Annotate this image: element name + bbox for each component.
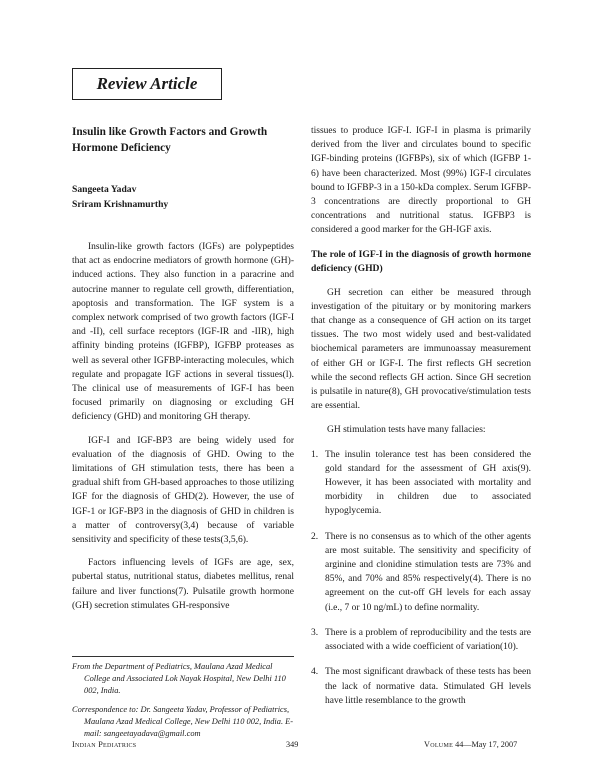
body-paragraph: Insulin-like growth factors (IGFs) are polypeptides that act as endocrine mediators of growth hormone (GH)-induced actions. They also function in a paracrine and autocrine manner to regulate cell growth, differentiation, apoptosis and transformation. The IGF system is a complex network comprised of two growth factors (IGF-I and -II), cell surface receptors (IGF-IR and -IIR), high affinity binding proteins (IGFBP), IGFBP proteases as well as several other IGFBP-interacting molecules, which regulate and propagate IGF actions in several tissues(l). The clinical use of measurements of IGF-I has been focused primarily on diagnosing or excluding GH deficiency (GHD) and monitoring GH therapy. bbox=[72, 242, 294, 423]
author-list bbox=[72, 182, 294, 212]
article-type-box bbox=[72, 68, 222, 100]
right-column-body bbox=[311, 124, 531, 708]
body-paragraph: GH stimulation tests have many fallacies: bbox=[327, 425, 486, 436]
list-item bbox=[311, 448, 531, 519]
footnote-divider bbox=[72, 656, 294, 657]
body-paragraph: IGF-I and IGF-BP3 are being widely used for evaluation of the diagnosis of GHD. Owing to the limitations of GH stimulation tests, there has been a gradual shift from GH-based approaches to those utilizing IGF for the diagnosis of GHD(2). However, the use of IGF-1 or IGF-BP3 in the diagnosis of GHD in children is a matter of controversy(3,4) because of variable sensitivity and specificity of these tests(3,5,6). bbox=[72, 435, 294, 546]
journal-name: Indian Pediatrics bbox=[72, 740, 137, 749]
list-item bbox=[311, 530, 531, 615]
affiliation-note: From the Department of Pediatrics, Maulana Azad Medical College and Associated Lok Nayak Hospital, New Delhi 110 002, India. bbox=[72, 662, 286, 695]
body-paragraph: tissues to produce IGF-I. IGF-I in plasma is primarily derived from the liver and circulates bound to specific IGF-binding proteins (IGFBPs), six of which (IGFBP 1-6) have been characterized. Most (99%) IGF-I circulates bound to IGFBP-3 in a 150-kDa complex. Serum IGFBP-3 concentrations are directly proportional to GH concentrations and nutritional status. IGFBP3 is considered a good marker for the GH-IGF axis. bbox=[311, 126, 531, 236]
list-item bbox=[311, 626, 531, 654]
list-item bbox=[311, 665, 531, 708]
left-column-body bbox=[72, 240, 294, 613]
correspondence-note: Correspondence to: Dr. Sangeeta Yadav, Professor of Pediatrics, Maulana Azad Medical College, New Delhi 110 002, India. E-mail: sangeetayadava@gmail.com bbox=[72, 705, 294, 738]
list-item-number: 2. bbox=[311, 531, 319, 542]
list-item-number: 3. bbox=[311, 627, 319, 638]
list-item-text: There is a problem of reproducibility and the tests are associated with a wide coefficient of variation(10). bbox=[325, 627, 531, 653]
list-item-number: 4. bbox=[311, 667, 319, 678]
article-type-label: Review Article bbox=[96, 74, 198, 93]
volume-issue: 44—May 17, 2007 bbox=[455, 740, 518, 749]
article-title: Insulin like Growth Factors and Growth Hormone Deficiency bbox=[72, 126, 268, 154]
section-heading: The role of IGF-I in the diagnosis of growth hormone deficiency (GHD) bbox=[311, 248, 531, 274]
author-name: Sangeeta Yadav bbox=[72, 184, 137, 195]
page-number: 349 bbox=[286, 740, 299, 749]
fallacies-list bbox=[311, 448, 531, 708]
volume-label: Volume bbox=[424, 740, 454, 749]
author-name: Sriram Krishnamurthy bbox=[72, 199, 169, 210]
list-item-text: The insulin tolerance test has been considered the gold standard for the assessment of GH axis(9). However, it has been associated with mortality and morbidity in children due to associated hypoglycemia. bbox=[325, 449, 531, 517]
body-paragraph: Factors influencing levels of IGFs are age, sex, pubertal status, nutritional status, diabetes mellitus, renal failure and liver functions(7). Pulsatile growth hormone (GH) secretion stimulates GH-responsive bbox=[72, 558, 294, 611]
volume-info bbox=[424, 740, 517, 749]
list-item-number: 1. bbox=[311, 449, 319, 460]
list-item-text: There is no consensus as to which of the other agents are most suitable. The sensitivity and specificity of arginine and clonidine stimulation tests are 73% and 85%, and 70% and 85% respectively(4). There is no agreement on the cut-off GH levels for each assay (i.e., 7 or 10 ng/mL) to define normality. bbox=[325, 531, 531, 613]
body-paragraph: GH secretion can either be measured through investigation of the pituitary or by monitoring markers that change as a consequence of GH action on its target tissues. The two most widely used and best-validated biochemical parameters are immunoassay measurement of either GH or IGF-I. The first reflects GH secretion while the second reflects GH action. Since GH secretion is pulsatile in nature(8), GH provocative/stimulation tests are essential. bbox=[311, 287, 531, 412]
footnotes bbox=[72, 661, 294, 740]
list-item-text: The most significant drawback of these tests has been the lack of normative data. Stimulated GH levels have little resemblance to the growth bbox=[325, 667, 531, 706]
